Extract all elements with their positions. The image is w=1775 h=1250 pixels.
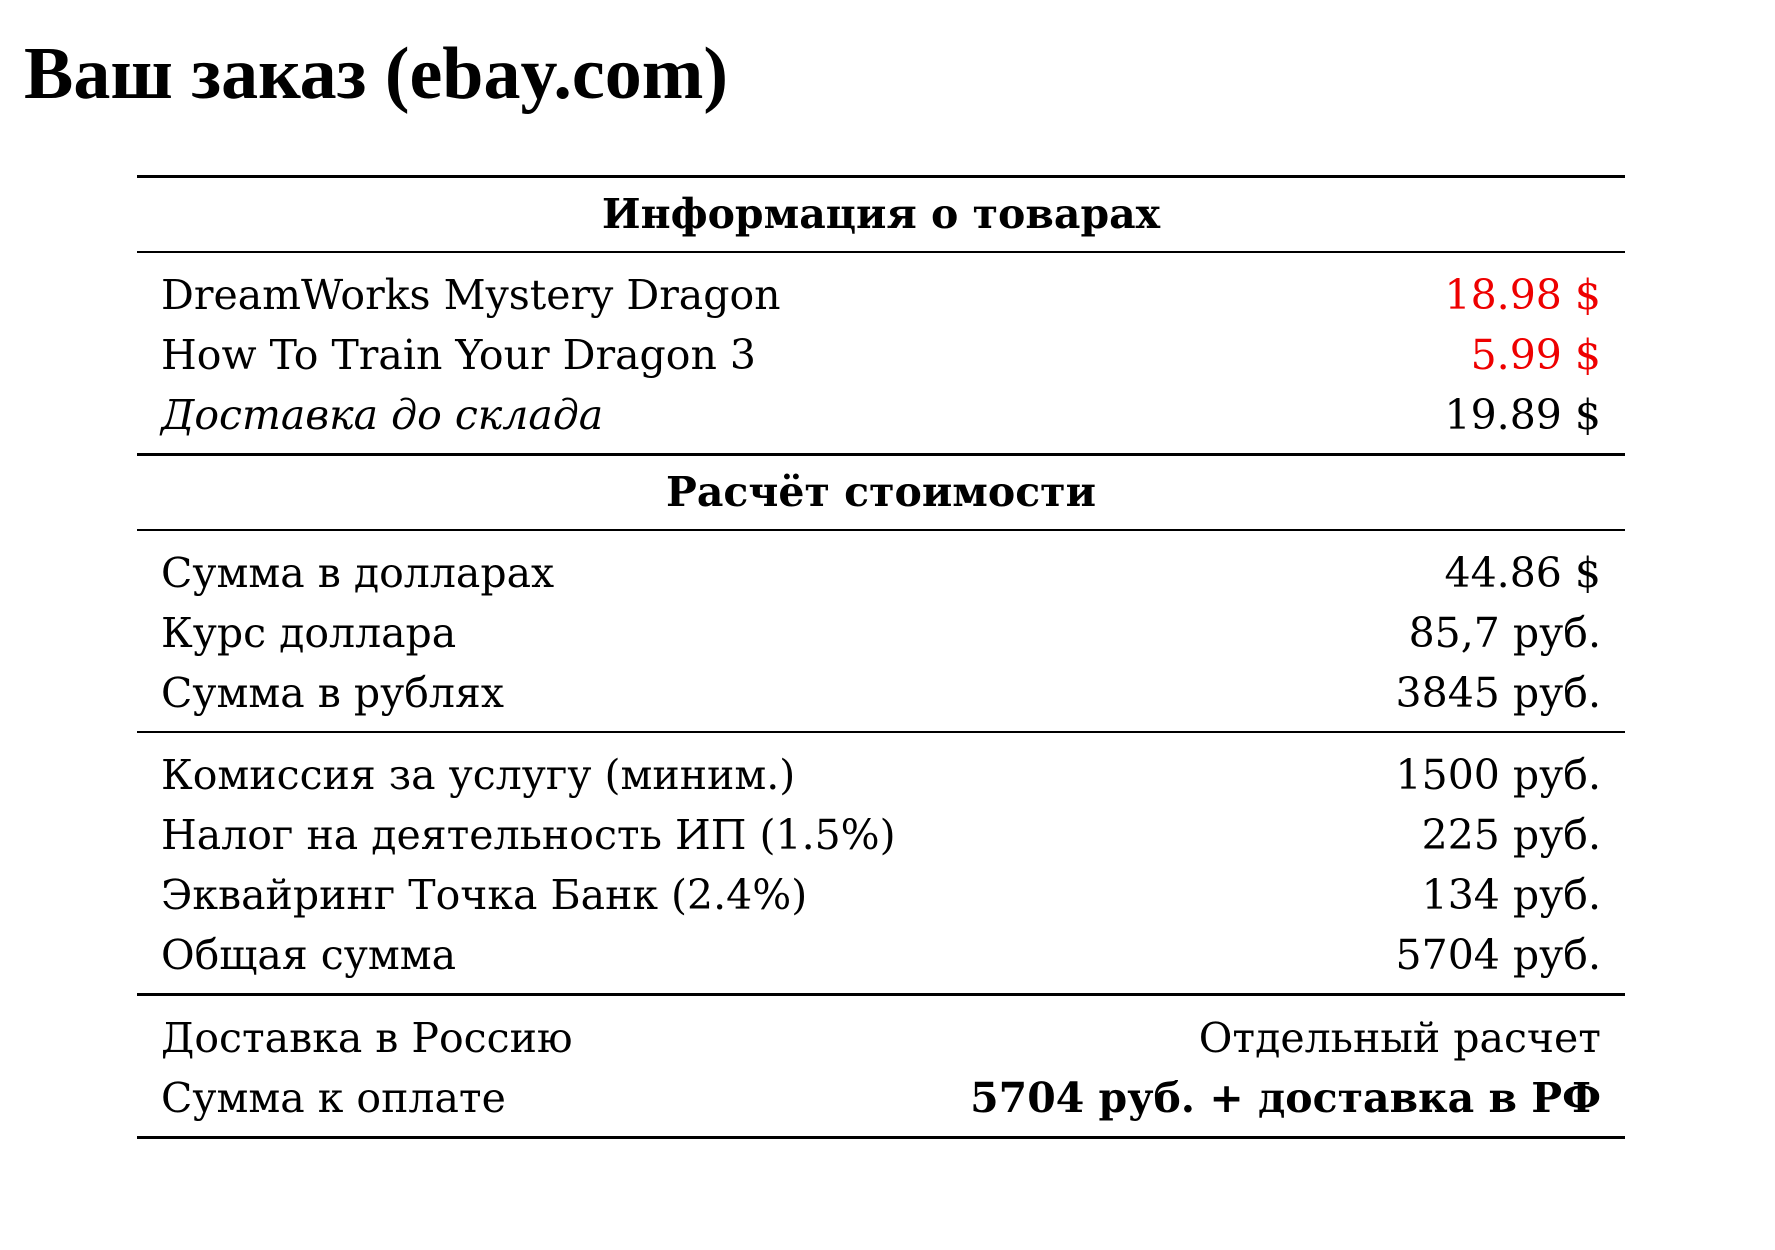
amount-due-value: 5704 руб. + доставка в РФ <box>970 1074 1601 1122</box>
rub-total-row <box>137 663 1625 723</box>
service-fee-value: 1500 руб. <box>1395 751 1601 799</box>
amount-due-label: Сумма к оплате <box>161 1074 506 1122</box>
usd-total-row <box>137 543 1625 603</box>
page-title: Ваш заказ (ebay.com) <box>24 33 729 115</box>
tax-value: 225 руб. <box>1421 811 1601 859</box>
conversion-rows <box>137 531 1625 731</box>
tax-row <box>137 805 1625 865</box>
acquiring-value: 134 руб. <box>1421 871 1601 919</box>
grand-total-row <box>137 925 1625 985</box>
product-price: 18.98 $ <box>1444 271 1601 319</box>
tax-label: Налог на деятельность ИП (1.5%) <box>161 811 896 859</box>
acquiring-label: Эквайринг Точка Банк (2.4%) <box>161 871 808 919</box>
product-name: How To Train Your Dragon 3 <box>161 331 756 379</box>
cost-section-header: Расчёт стоимости <box>666 468 1096 516</box>
fees-rows <box>137 733 1625 993</box>
russia-shipping-row <box>137 1008 1625 1068</box>
usd-total-value: 44.86 $ <box>1444 549 1601 597</box>
usd-total-label: Сумма в долларах <box>161 549 555 597</box>
rub-total-label: Сумма в рублях <box>161 669 504 717</box>
amount-due-row <box>137 1068 1625 1128</box>
grand-total-value: 5704 руб. <box>1395 931 1601 979</box>
acquiring-row <box>137 865 1625 925</box>
product-price: 5.99 $ <box>1470 331 1601 379</box>
product-row <box>137 265 1625 325</box>
products-section-header: Информация о товарах <box>601 190 1161 238</box>
warehouse-shipping-label: Доставка до склада <box>161 391 604 439</box>
final-rows <box>137 996 1625 1136</box>
warehouse-shipping-row <box>137 385 1625 445</box>
exchange-rate-row <box>137 603 1625 663</box>
exchange-rate-value: 85,7 руб. <box>1408 609 1601 657</box>
service-fee-label: Комиссия за услугу (миним.) <box>161 751 796 799</box>
russia-shipping-label: Доставка в Россию <box>161 1014 573 1062</box>
table-bottom-rule <box>137 1136 1625 1139</box>
products-rows <box>137 253 1625 453</box>
product-row <box>137 325 1625 385</box>
warehouse-shipping-value: 19.89 $ <box>1444 391 1601 439</box>
rub-total-value: 3845 руб. <box>1395 669 1601 717</box>
exchange-rate-label: Курс доллара <box>161 609 457 657</box>
grand-total-label: Общая сумма <box>161 931 457 979</box>
product-name: DreamWorks Mystery Dragon <box>161 271 781 319</box>
service-fee-row <box>137 745 1625 805</box>
russia-shipping-value: Отдельный расчет <box>1198 1014 1601 1062</box>
order-summary-table <box>137 175 1625 1139</box>
